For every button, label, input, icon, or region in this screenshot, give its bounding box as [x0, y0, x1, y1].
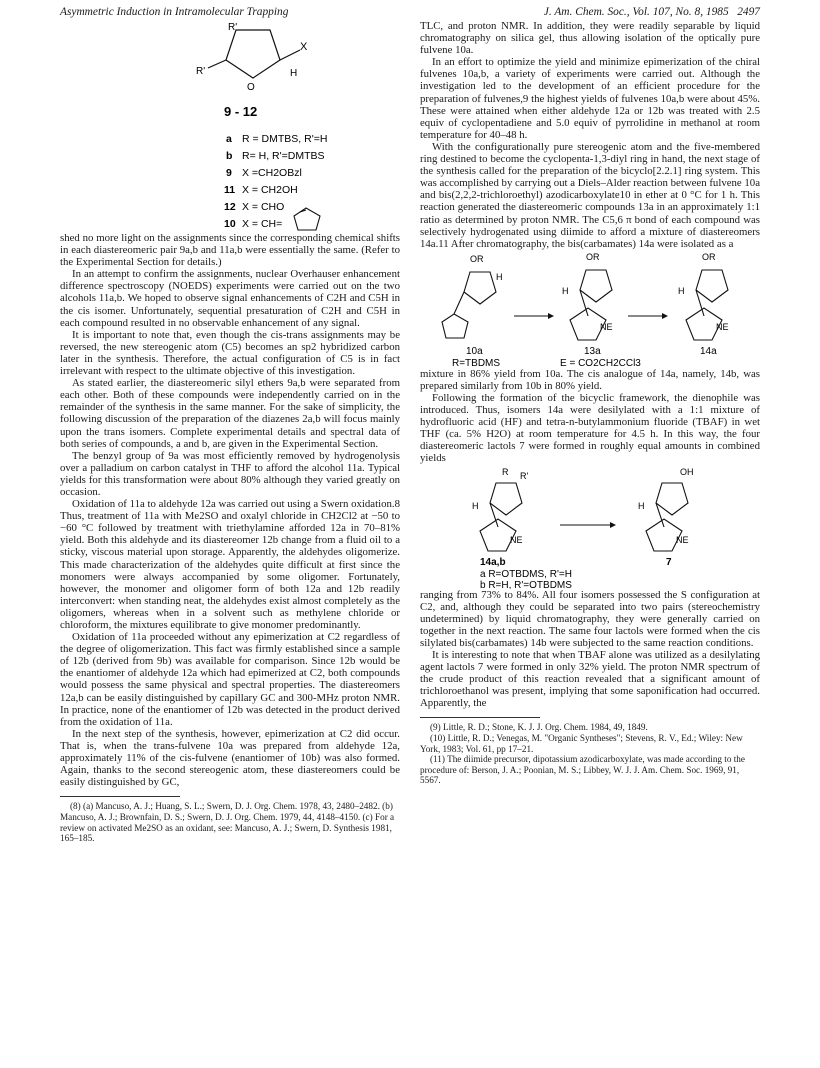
- page-number: 2497: [737, 6, 760, 18]
- compound-label-9: 9: [226, 167, 232, 179]
- label-13a: 13a: [584, 345, 601, 357]
- paragraph-left-7: Oxidation of 11a proceeded without any epimerization at C2 regardless of the degree of oligomerization. This fact was firmly established since a sample of 12b (derived from 9b) was available for comparison. Since 12b would be the enantiomer of aldehyde 12a which had epimerized at C2, both compounds would possess the same physical and spectral properties. The diastereomers 12a,b can be easily distinguished by capillary GC and 300-MHz proton NMR. In practice, none of the enantiomer of 12b was detected in the product derived from the oxidation of 11a.: [60, 631, 400, 728]
- label-7: 7: [666, 556, 672, 568]
- footnotes-right: [420, 722, 760, 786]
- paragraph-right-4: mixture in 86% yield from 10a. The cis analogue of 14a, namely, 14b, was prepared similarly from 10b in 80% yield.: [420, 367, 760, 392]
- journal-citation: J. Am. Chem. Soc., Vol. 107, No. 8, 1985: [543, 6, 729, 18]
- paragraph-left-6: Oxidation of 11a to aldehyde 12a was carried out using a Swern oxidation.8 Thus, treatment of 11a with Me2SO and oxalyl chloride in CH2Cl2 at −50 to −60 °C followed by treatment with triethylamine afforded 12a in 70–81% yield. Both this aldehyde and its diastereomer 12b change from a fluid oil to a sticky, viscous material upon storage. Apparently, the aldehydes oligomerize. This made characterization of the aldehydes quite difficult at first since the monomers were always accompanied by some oligomer. Fortunately, however, the monomer and oligomer form of both 12a and 12b readily interconvert: when standing neat, the aldehydes exist almost completely as the oligomers, whereas when in a solvent such as methylene chloride or chloroform, the mixtures equilibrate to give monomer predominantly.: [60, 498, 400, 631]
- or-label-14a: OR: [702, 251, 716, 262]
- compound-label-10: 10: [224, 218, 236, 230]
- legend-e-definition: E = CO2CH2CCl3: [560, 357, 641, 368]
- compound-text-a: R = DMTBS, R'=H: [242, 133, 328, 145]
- paragraph-left-2: In an attempt to confirm the assignments, nuclear Overhauser enhancement difference spectroscopy (NOEDS) experiments were carried out on the two alcohols 11a,b. We hoped to observe signal enhancements of C2H and C5H in the cis isomer. Unfortunately, sequential presaturation of C2H and C5H in each compound resulted in no observable enhancement of any signal.: [60, 268, 400, 329]
- right-column: [420, 20, 760, 786]
- tetrahydrofuran-ring: [208, 30, 300, 78]
- arrow-head-2: [662, 313, 668, 319]
- paragraph-right-5: Following the formation of the bicyclic framework, the dienophile was introduced. Thus, isomers 14a were desilylated with a 1:1 mixture of hydrofluoric acid (HF) and tetra-n-butylammonium fluoride (TBAF) in wet THF (ca. 5% H2O) at room temperature for 4.5 h. In this way, the four diastereomeric lactols 7 were formed in roughly equal amounts in combined yields: [420, 391, 760, 465]
- label-14a: 14a: [700, 345, 717, 357]
- h-label: H: [290, 68, 298, 79]
- structure-range-label: 9 - 12: [224, 104, 258, 119]
- r-label: R': [196, 66, 206, 77]
- footnote-divider-right: [420, 717, 540, 718]
- footnote-10: (10) Little, R. D.; Venegas, M. "Organic Syntheses"; Stevens, R. V., Ed.; Wiley: New York, 1983; Vol. 61, pp 17–21.: [420, 733, 743, 754]
- compound-text-12: X = CHO: [242, 201, 285, 213]
- x-label: X: [300, 41, 308, 53]
- left-column: [60, 20, 400, 844]
- scheme-10a-13a-14a: [440, 250, 740, 368]
- header-title: Asymmetric Induction in Intramolecular Trapping: [60, 6, 289, 18]
- r-label-14ab: R: [502, 466, 509, 477]
- scheme-14ab-7: [440, 465, 740, 589]
- paragraph-left-1: shed no more light on the assignments since the corresponding chemical shifts in each diastereomeric pair 9a,b and 11a,b were essentially the same. (Refer to the Experimental Section for details.): [60, 232, 400, 269]
- arrow-head-1: [548, 313, 554, 319]
- footnote-8: (8) (a) Mancuso, A. J.; Huang, S. L.; Swern, D. J. Org. Chem. 1978, 43, 2480–2482. (b) Mancuso, A. J.; Brownfain, D. S.; Swern, D. J. Org. Chem. 1979, 44, 4148–4150. (c) For a review on activated Me2SO as an oxidant, see: Mancuso, A. J.; Swern, D. Synthesis 1981, 165–185.: [60, 801, 395, 844]
- h-label-7: H: [638, 500, 645, 511]
- compound-label-b: b: [226, 150, 233, 162]
- or-label-13a: OR: [586, 251, 600, 262]
- paragraph-right-3: With the configurationally pure stereogenic atom and the five-membered ring destined to become the cyclopenta-1,3-diyl ring in hand, the next stage of the synthesis called for the preparation of the bicyclo[2.2.1] ring system. This was accomplished by carrying out a Diels–Alder reaction between fulvene 10a and bis(2,2,2-trichloroethyl) azodicarboxylate10 in ether at 0 °C for 1 h. This reaction generated the diastereomeric compounds 13a in an approximately 1:1 ratio as determined by proton NMR. The C5,6 π bond of each compound was selectively hydrogenated using diimide to afford a mixture of diastereomers 14a.11 After chromatography, the bis(carbamates) 14a were isolated as a: [420, 140, 760, 250]
- footnotes-left: [60, 801, 400, 843]
- ne-label-14a: NE: [716, 321, 729, 332]
- paragraph-left-3: It is important to note that, even though the cis-trans assignments may be reversed, the new stereogenic atom (C5) becomes an sp2 hybridized carbon later in the synthesis. Therefore, the actual configuration of C5 is in fact irrelevant with respect to the ultimate objective of this investigation.: [60, 328, 400, 378]
- paragraph-left-5: The benzyl group of 9a was most efficiently removed by hydrogenolysis over a palladium on carbon catalyst in THF to afford the alcohol 11a. Typical yields for this transformation were about 80% although they varied greatly on occasion.: [60, 449, 400, 498]
- label-14ab: 14a,b: [480, 556, 506, 568]
- h-label-14ab: H: [472, 500, 479, 511]
- h-label-10a: H: [496, 271, 503, 282]
- label-10a: 10a: [466, 345, 483, 357]
- h-label-13a: H: [562, 285, 569, 296]
- paragraph-left-8: In the next step of the synthesis, however, epimerization at C2 did occur. That is, when the trans-fulvene 10a was prepared from aldehyde 12a, approximately 11% of the cis-fulvene (enantiomer of 10b) was also formed. Again, thanks to the second stereogenic atom, these diastereomers could be easily distinguished by GC,: [60, 727, 400, 789]
- footnote-9: (9) Little, R. D.; Stone, K. J. J. Org. Chem. 1984, 49, 1849.: [430, 722, 648, 733]
- arrow-head-3: [610, 522, 616, 528]
- ne-label-13a: NE: [600, 321, 613, 332]
- legend-r-definition: R=TBDMS: [452, 357, 501, 368]
- ne-label-14ab: NE: [510, 534, 523, 545]
- paragraph-right-2: In an effort to optimize the yield and minimize epimerization of the chiral fulvenes 10a,b, a variety of experiments were carried out. Although the investigation led to the development of an efficient procedure for the preparation of fulvenes,9 the highest yields of fulvenes 10a,b were about 45%. These were attained when either aldehyde 12a or 12b was treated with 2.5 equiv of cyclopentadiene and 5.0 equiv of pyrrolidine in methanol at room temperature for 40–48 h.: [420, 56, 760, 141]
- o-label: O: [247, 82, 255, 93]
- paragraph-right-6: ranging from 73% to 84%. All four isomers possessed the S configuration at C2, and, although they could be separated into two pairs (stereochemistry undetermined) by liquid chromatography, they were generally carried on together in the next reaction. The same four lactols were formed when the cis silylated bis(carbamates) 14b were subjected to the same reaction conditions.: [420, 588, 760, 649]
- fulvene-10a-structure: [442, 272, 496, 338]
- compound-text-9: X =CH2OBzl: [242, 167, 302, 179]
- cyclopentadiene-ring-icon: [294, 208, 320, 230]
- paragraph-left-4: As stated earlier, the diastereomeric silyl ethers 9a,b were separated from each other. Both of these compounds were independently carried on in the remainder of the synthesis in the same manner. For the sake of simplicity, the following discussion of the preparation of the diazenes 2a,b will focus mainly upon the trans isomers. Complete experimental details and spectral data of both series of compounds, a and b, are given in the Experimental Section.: [60, 377, 400, 450]
- footnote-divider: [60, 796, 180, 797]
- r-prime-label: R': [228, 22, 238, 33]
- or-label-10a: OR: [470, 253, 484, 264]
- compound-list: [224, 133, 327, 230]
- paragraph-right-1: TLC, and proton NMR. In addition, they were readily separable by liquid chromatography on silica gel, thus allowing isolation of the optically pure fulvene 10a.: [420, 20, 760, 57]
- structure-9-12: [120, 20, 340, 232]
- compound-label-a: a: [226, 133, 232, 145]
- compound-text-b: R= H, R'=DMTBS: [242, 150, 325, 162]
- legend-b: b R=H, R'=OTBDMS: [480, 579, 572, 589]
- compound-label-11: 11: [224, 184, 236, 196]
- oh-label-7: OH: [680, 466, 694, 477]
- header-citation: [544, 6, 760, 18]
- r-prime-label-14ab: R': [520, 470, 529, 481]
- h-label-14a: H: [678, 285, 685, 296]
- compound-label-12: 12: [224, 201, 236, 213]
- footnote-11: (11) The diimide precursor, dipotassium azodicarboxylate, was made according to the procedure of: Berson, J. A.; Poonian, M. S.; Libbey, W. J. J. Am. Chem. Soc. 1969, 91, 5567.: [420, 754, 745, 786]
- paragraph-right-7: It is interesting to note that when TBAF alone was utilized as a desilylating agent lactols 7 were formed in only 32% yield. The proton NMR spectrum of the crude product of this reaction revealed that a significant amount of trichloroethanol was present, implying that some saponification had occurred. Apparently, the: [420, 649, 760, 710]
- compound-text-11: X = CH2OH: [242, 184, 298, 196]
- compound-text-10: X = CH=: [242, 218, 283, 230]
- ne-label-7: NE: [676, 534, 689, 545]
- legend-a: a R=OTBDMS, R'=H: [480, 568, 572, 580]
